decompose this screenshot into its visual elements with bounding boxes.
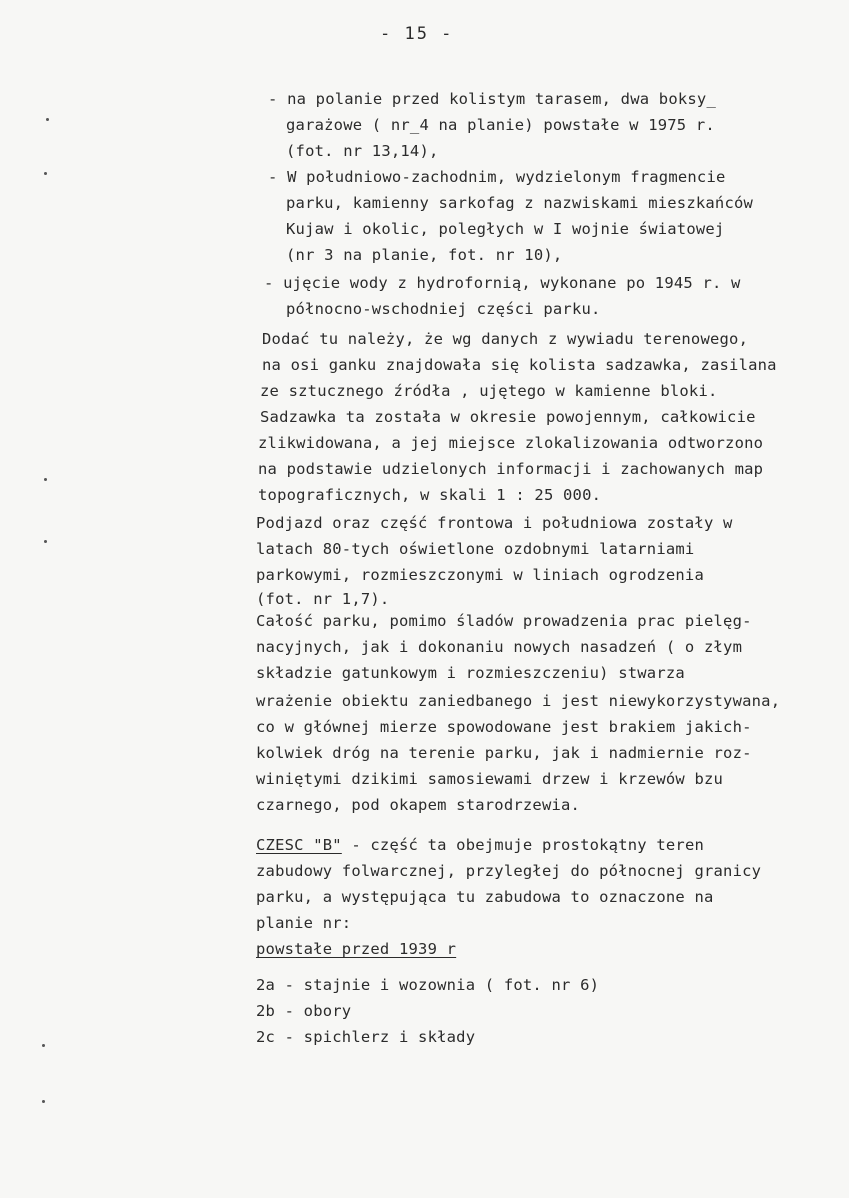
scan-speck: [42, 1100, 45, 1103]
text-line: winiętymi dzikimi samosiewami drzew i krzewów bzu: [256, 770, 724, 788]
text-line: na podstawie udzielonych informacji i zachowanych map: [258, 460, 764, 478]
section-b-heading-line: [256, 836, 704, 854]
section-b-heading-text: - część ta obejmuje prostokątny teren: [341, 836, 705, 854]
section-b-heading: CZESC "B": [256, 836, 342, 854]
text-line: - W południowo-zachodnim, wydzielonym fragmencie: [268, 168, 726, 186]
text-line: - ujęcie wody z hydrofornią, wykonane po 1945 r. w: [264, 274, 741, 292]
text-line: (nr 3 na planie, fot. nr 10),: [286, 246, 563, 264]
scan-speck: [44, 478, 47, 481]
text-line: (fot. nr 13,14),: [286, 142, 439, 160]
text-line: planie nr:: [256, 914, 352, 932]
text-line: północno-wschodniej części parku.: [286, 300, 601, 318]
scan-speck: [44, 540, 47, 543]
text-line: wrażenie obiektu zaniedbanego i jest niewykorzystywana,: [256, 692, 781, 710]
text-line: co w głównej mierze spowodowane jest brakiem jakich-: [256, 718, 752, 736]
text-line: parku, a występująca tu zabudowa to oznaczone na: [256, 888, 714, 906]
list-item: 2b - obory: [256, 1002, 352, 1020]
list-item: 2c - spichlerz i składy: [256, 1028, 476, 1046]
text-line: Podjazd oraz część frontowa i południowa zostały w: [256, 514, 733, 532]
text-line: nacyjnych, jak i dokonaniu nowych nasadzeń ( o złym: [256, 638, 743, 656]
text-line: Dodać tu należy, że wg danych z wywiadu terenowego,: [262, 330, 749, 348]
text-line: Sadzawka ta została w okresie powojennym, całkowicie: [260, 408, 756, 426]
section-b-subheading: powstałe przed 1939 r: [256, 940, 457, 958]
scan-speck: [42, 1044, 45, 1047]
text-line: zabudowy folwarcznej, przyległej do północnej granicy: [256, 862, 762, 880]
list-item: 2a - stajnie i wozownia ( fot. nr 6): [256, 976, 600, 994]
text-line: na osi ganku znajdowała się kolista sadzawka, zasilana: [262, 356, 777, 374]
text-line: składzie gatunkowym i rozmieszczeniu) stwarza: [256, 664, 685, 682]
text-line: - na polanie przed kolistym tarasem, dwa boksy_: [268, 90, 716, 108]
scan-speck: [46, 118, 49, 121]
text-line: topograficznych, w skali 1 : 25 000.: [258, 486, 602, 504]
text-line: latach 80-tych oświetlone ozdobnymi latarniami: [256, 540, 695, 558]
text-line: Całość parku, pomimo śladów prowadzenia prac pielęg-: [256, 612, 752, 630]
text-line: ze sztucznego źródła , ujętego w kamienne bloki.: [260, 382, 718, 400]
text-line: garażowe ( nr_4 na planie) powstałe w 1975 r.: [286, 116, 715, 134]
scan-speck: [44, 172, 47, 175]
text-line: parkowymi, rozmieszczonymi w liniach ogrodzenia: [256, 566, 704, 584]
text-line: czarnego, pod okapem starodrzewia.: [256, 796, 581, 814]
page-number: - 15 -: [380, 24, 454, 44]
text-line: (fot. nr 1,7).: [256, 590, 390, 608]
text-line: kolwiek dróg na terenie parku, jak i nadmiernie roz-: [256, 744, 752, 762]
text-line: parku, kamienny sarkofag z nazwiskami mieszkańców: [286, 194, 754, 212]
text-line: Kujaw i okolic, poległych w I wojnie światowej: [286, 220, 725, 238]
text-line: zlikwidowana, a jej miejsce zlokalizowania odtworzono: [258, 434, 764, 452]
